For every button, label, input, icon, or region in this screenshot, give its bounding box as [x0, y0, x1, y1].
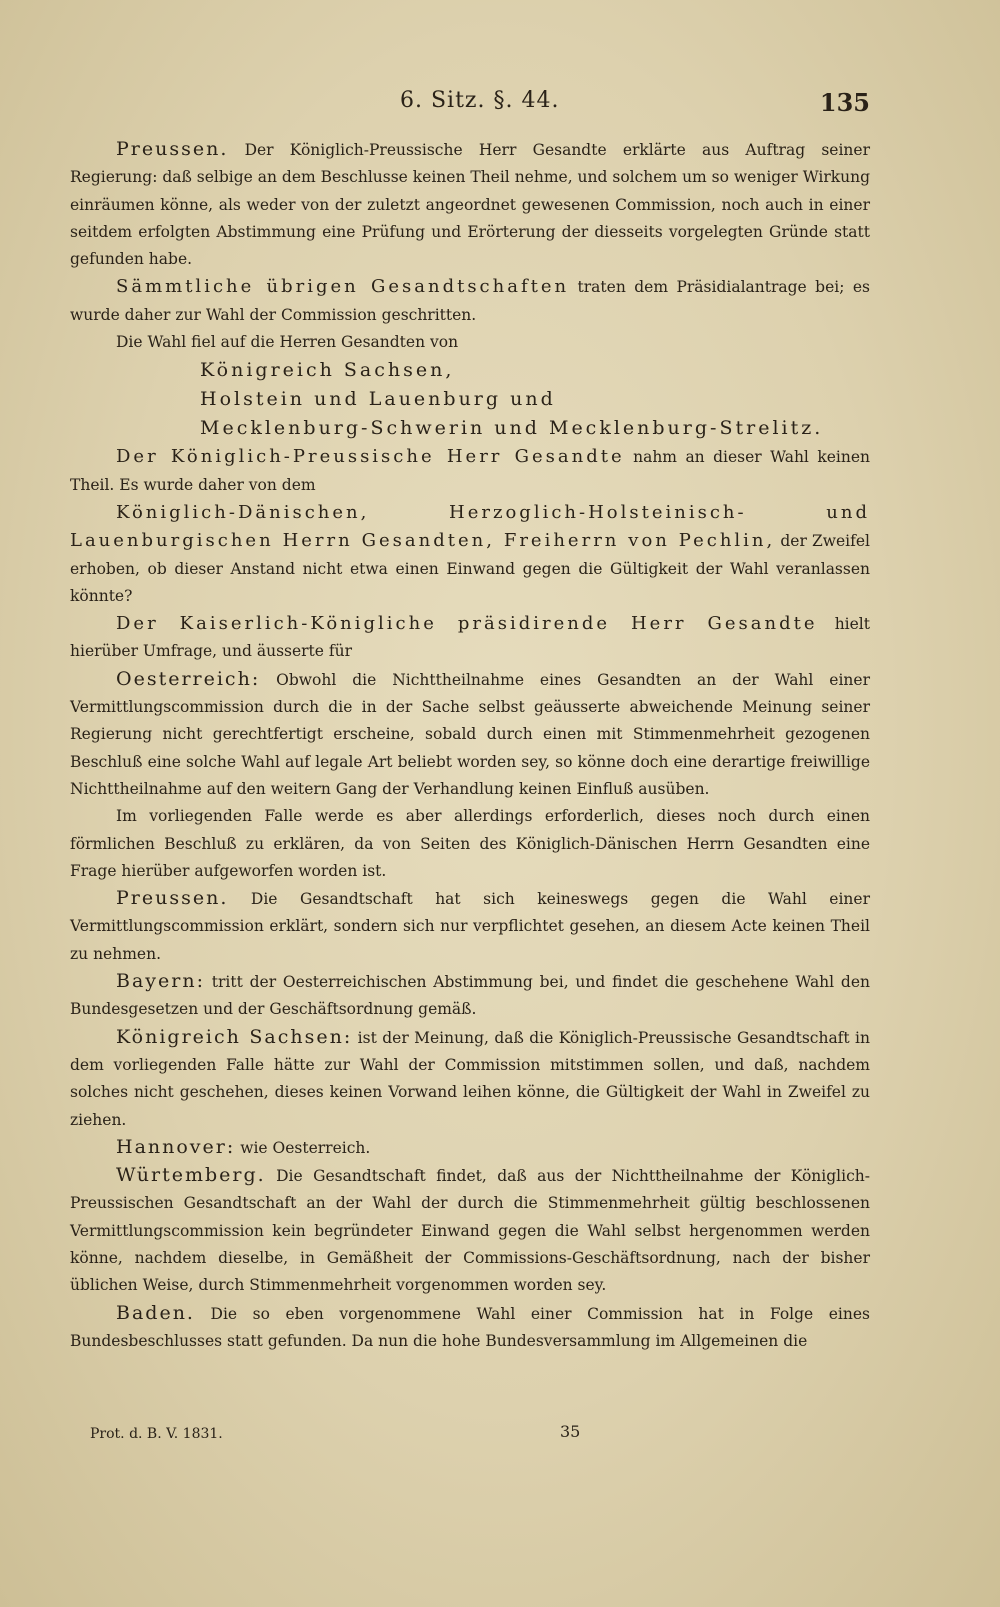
page-body	[70, 136, 870, 1355]
paragraph-text: hielt hierüber Umfrage, und äusserte für	[70, 615, 870, 661]
paragraph-lead: Bayern:	[116, 970, 205, 993]
paragraph	[70, 1162, 870, 1299]
paragraph-text: Obwohl die Nichttheilnahme eines Gesandten an der Wahl einer Vermittlungscommission durch die in der Sache selbst geäusserte abweichende Meinung seiner Regierung nicht gerechtfertigt erscheine, sobald durch einen mit Stimmenmehrheit gezogenen Beschluß eine solche Wahl auf legale Art beliebt worden sey, so könne doch eine derartige freiwillige Nichttheilnahme auf den weitern Gang der Verhandlung keinen Einfluß ausüben.	[70, 670, 870, 798]
paragraph-lead: Würtemberg.	[116, 1164, 266, 1187]
paragraph-text: nahm an dieser Wahl keinen Theil. Es wurde daher von dem	[70, 448, 870, 494]
paragraph	[70, 273, 870, 329]
elected-item: Holstein und Lauenburg und	[200, 388, 556, 411]
signature-mark: 35	[560, 1422, 581, 1441]
paragraph-lead: Baden.	[116, 1301, 195, 1324]
elected-item: Königreich Sachsen,	[200, 359, 455, 382]
paragraph-lead: Preussen.	[116, 138, 229, 160]
paragraph-lead: Hannover:	[116, 1135, 236, 1158]
paragraph-lead: Königreich Sachsen:	[116, 1025, 353, 1048]
paragraph	[70, 885, 870, 968]
paragraph-text: Die so eben vorgenommene Wahl einer Commission hat in Folge eines Bundesbeschlusses statt gefunden. Da nun die hohe Bundesversammlung im Allgemeinen die	[70, 1304, 870, 1350]
paragraph	[70, 610, 870, 666]
paragraph	[70, 666, 870, 803]
paragraph-text: Die Wahl fiel auf die Herren Gesandten von	[116, 333, 459, 352]
elected-item: Mecklenburg-Schwerin und Mecklenburg-Strelitz.	[200, 417, 824, 440]
paragraph-lead: Preussen.	[116, 887, 229, 910]
paragraph-lead: Oesterreich:	[116, 667, 261, 690]
paragraph-text: ist der Meinung, daß die Königlich-Preussische Gesandtschaft in dem vorliegenden Falle hätte zur Wahl der Commission mitstimmen sollen, und daß, nachdem solches nicht geschehen, dieses keinen Vorwand leihen könne, die Gültigkeit der Wahl in Zweifel zu ziehen.	[70, 1028, 870, 1129]
paragraph-text: Der Königlich-Preussische Herr Gesandte erklärte aus Auftrag seiner Regierung: daß selbige an dem Beschlusse keinen Theil nehme, und solchem um so weniger Wirkung einräumen könne, als weder von der zuletzt angeordnet gewesenen Commission, noch auch in einer seitdem erfolgten Abstimmung eine Prüfung und Erörterung der diesseits vorgelegten Gründe statt gefunden habe.	[70, 141, 871, 269]
paragraph-lead: Der Königlich-Preussische Herr Gesandte	[116, 446, 625, 468]
page-number: 135	[819, 88, 870, 117]
page-header	[70, 88, 870, 128]
footer-citation: Prot. d. B. V. 1831.	[90, 1426, 223, 1442]
paragraph-text: Die Gesandtschaft findet, daß aus der Nichttheilnahme der Königlich-Preussischen Gesandtschaft an der Wahl der durch die Stimmenmehrheit gültig beschlossenen Vermittlungscommission kein begründeter Einwand gegen die Wahl selbst hergenommen werden könne, nachdem dieselbe, in Gemäßheit der Commissions-Geschäftsordnung, nach der bisher üblichen Weise, durch Stimmenmehrheit vorgenommen worden sey.	[70, 1167, 870, 1295]
elected-list	[70, 356, 870, 443]
paragraph-text: Die Gesandtschaft hat sich keineswegs gegen die Wahl einer Vermittlungscommission erklärt, sondern sich nur verpflichtet gesehen, an diesem Acte keinen Theil zu nehmen.	[70, 890, 870, 963]
paragraph	[70, 803, 870, 885]
paragraph	[70, 499, 870, 610]
paragraph	[70, 1300, 870, 1356]
paragraph-lead: Königlich-Dänischen, Herzoglich-Holsteinisch- und Lauenburgischen Herrn Gesandten, Freiherrn von Pechlin,	[70, 501, 870, 552]
paragraph-text: der Zweifel erhoben, ob dieser Anstand nicht etwa einen Einwand gegen die Gültigkeit der Wahl veranlassen könnte?	[70, 532, 870, 605]
paragraph-text: wie Oesterreich.	[235, 1138, 371, 1157]
paragraph-lead: Sämmtliche übrigen Gesandtschaften	[116, 276, 570, 298]
paragraph-text: traten dem Präsidialantrage bei; es wurde daher zur Wahl der Commission geschritten.	[70, 278, 871, 324]
paragraph	[70, 136, 870, 273]
running-title: 6. Sitz. §. 44.	[400, 88, 560, 113]
paragraph	[70, 1134, 870, 1162]
paragraph	[70, 329, 870, 356]
paragraph	[70, 1024, 870, 1134]
paragraph-text: Im vorliegenden Falle werde es aber allerdings erforderlich, dieses noch durch einen förmlichen Beschluß zu erklären, da von Seiten des Königlich-Dänischen Herrn Gesandten eine Frage hierüber aufgeworfen worden ist.	[70, 807, 870, 880]
paragraph	[70, 443, 870, 499]
paragraph-text: tritt der Oesterreichischen Abstimmung bei, und findet die geschehene Wahl den Bundesgesetzen und der Geschäftsordnung gemäß.	[70, 973, 870, 1019]
paragraph-lead: Der Kaiserlich-Königliche präsidirende Herr Gesandte	[116, 613, 818, 635]
paragraph	[70, 968, 870, 1024]
page-footer	[90, 1422, 790, 1450]
